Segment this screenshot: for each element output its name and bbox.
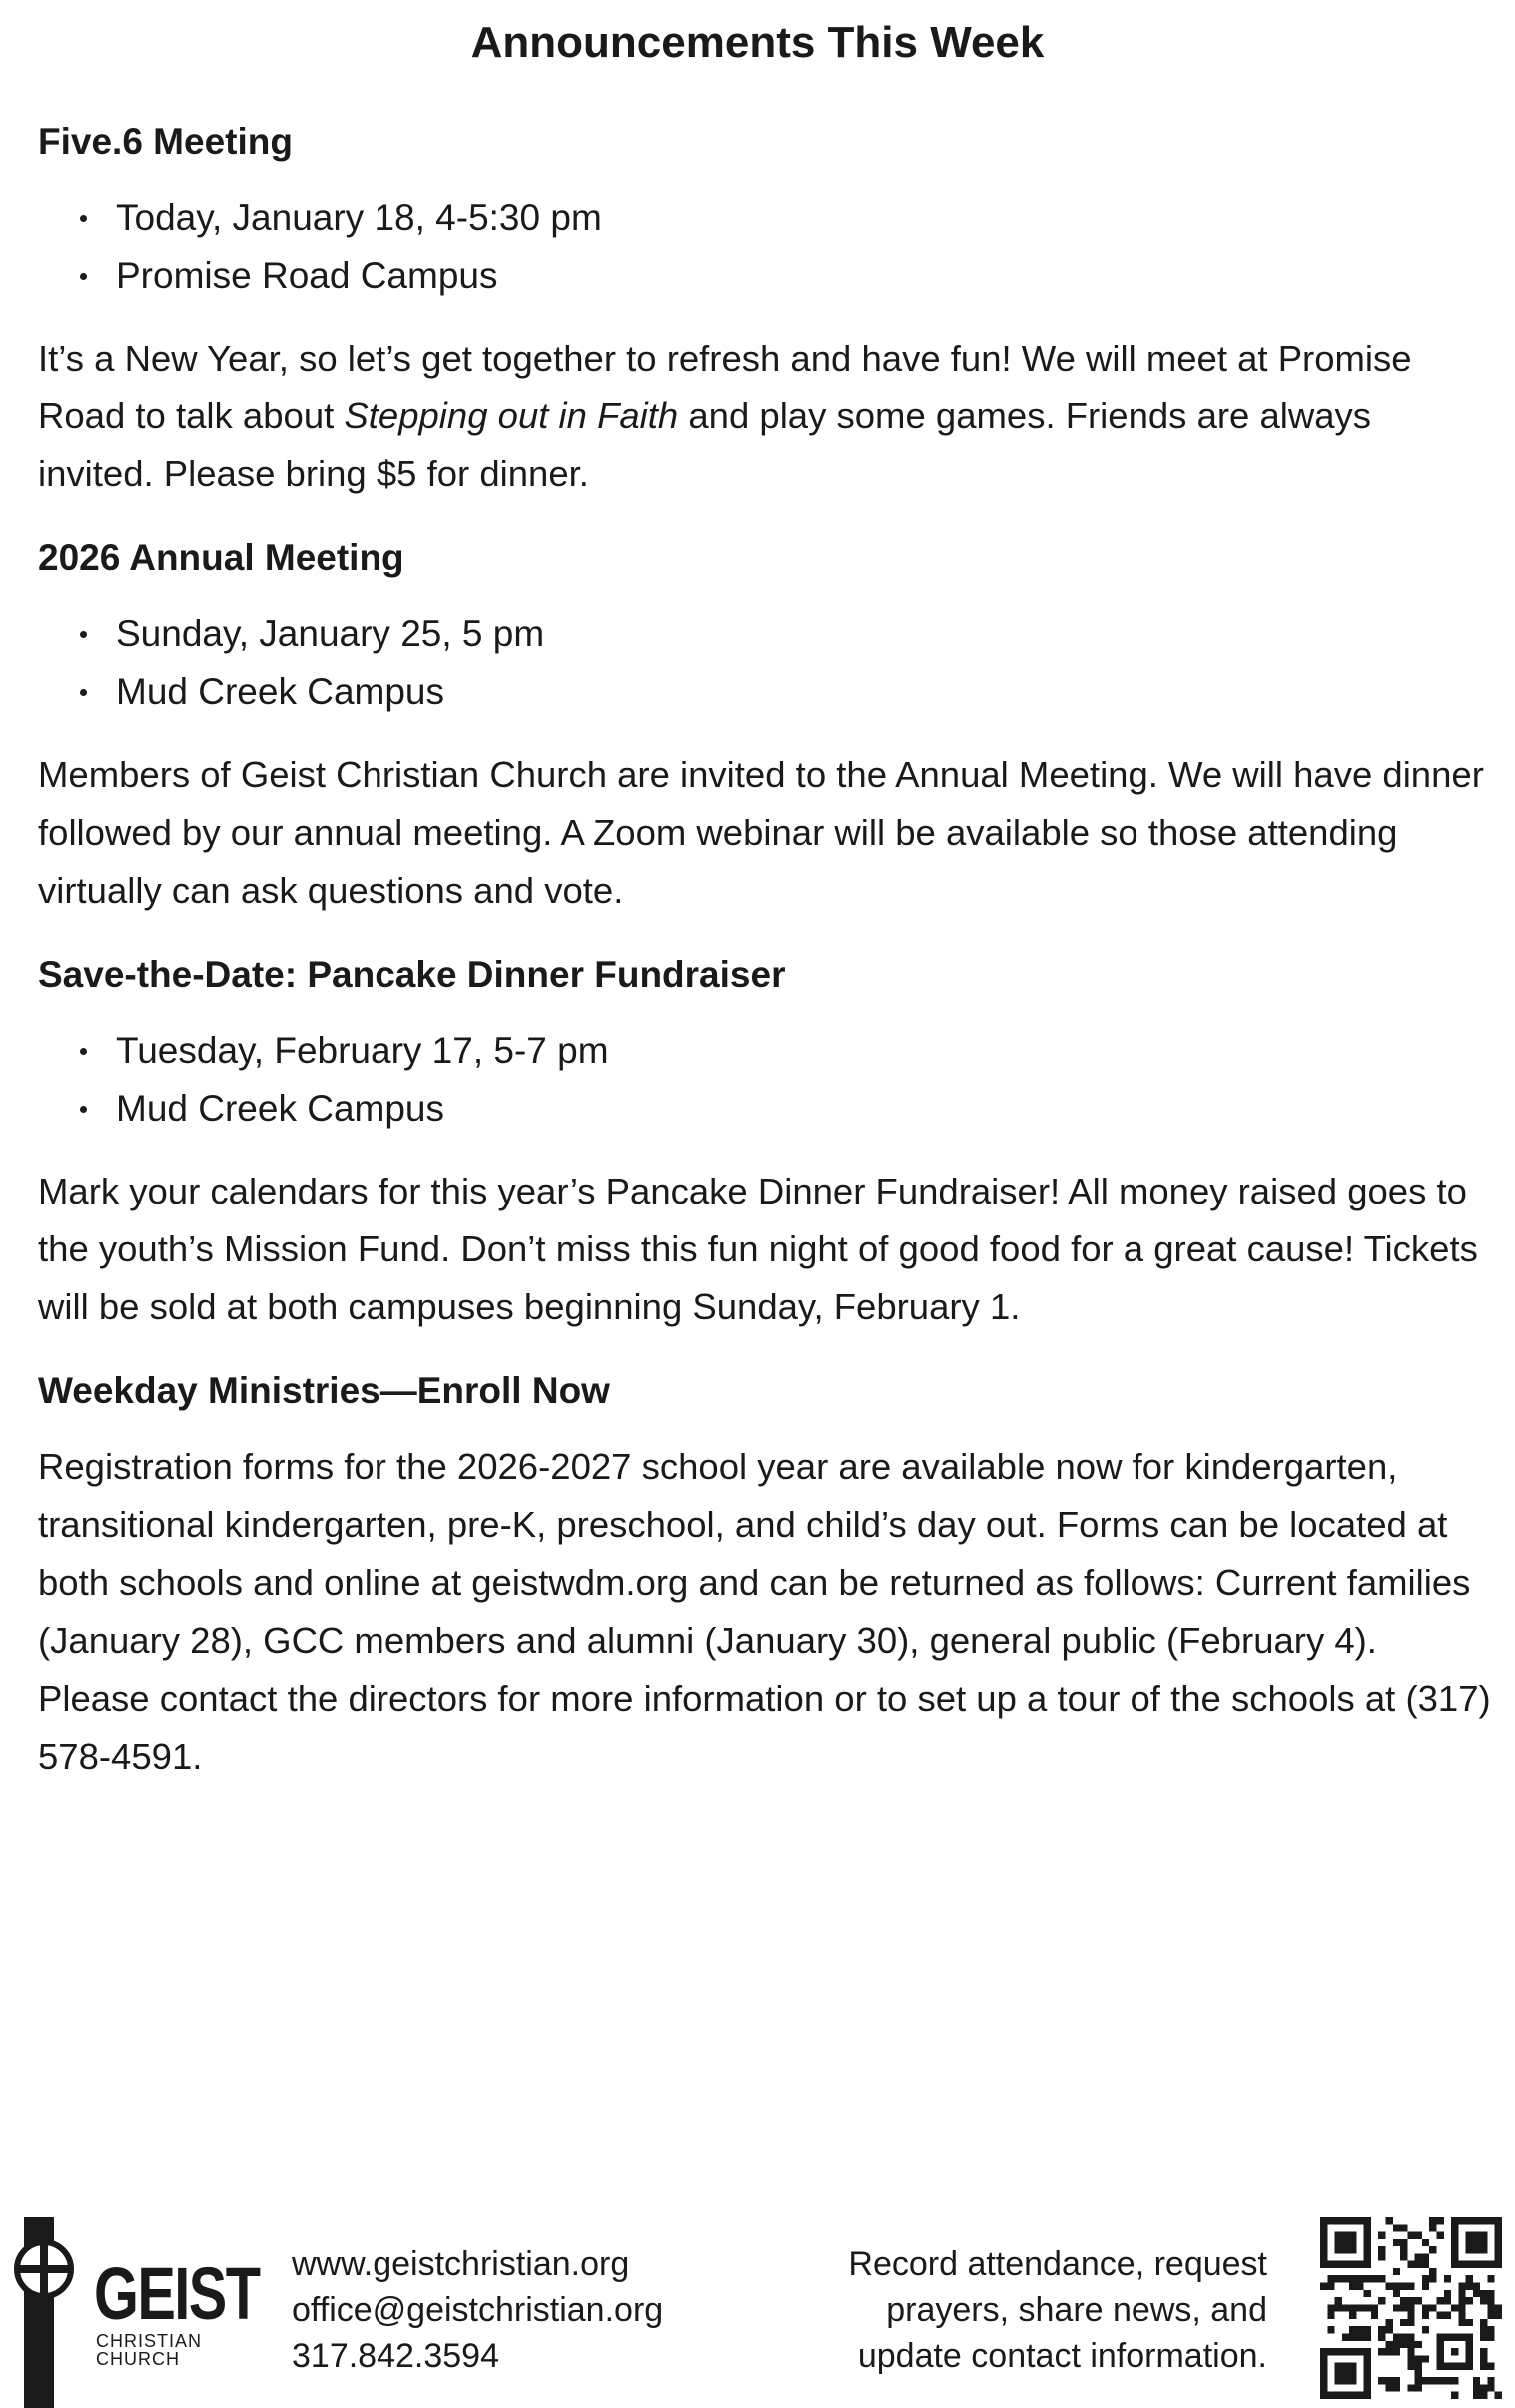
section-heading: Weekday Ministries—Enroll Now [38,1370,610,1411]
section-five6-meeting [38,118,1496,503]
bullet-icon [80,631,87,638]
detail-list [38,189,1496,305]
bullet-icon [80,689,87,696]
bullet-icon [80,1106,87,1113]
cross-ring [14,2239,74,2299]
section-heading: 2026 Annual Meeting [38,537,404,578]
section-annual-meeting [38,534,1496,920]
announcements-content [38,118,1496,1817]
bullet-icon [80,1048,87,1055]
page-title: Announcements This Week [470,18,1045,67]
list-item: Today, January 18, 4-5:30 pm [38,189,1496,247]
detail-list [38,605,1496,721]
section-body: It’s a New Year, so let’s get together to refresh and have fun! We will meet at Promise Road to talk about Stepping out in Faith and play some games. Friends are always invited. Please bring $5 for dinner. [38,338,1412,494]
phone-number: 317.842.3594 [292,2337,499,2375]
section-body: Mark your calendars for this year’s Pancake Dinner Fundraiser! All money raised goes to the youth’s Mission Fund. Don’t miss this fun night of good food for a great cause! Tickets will be sold at both campuses beginning Sunday, February 1. [38,1171,1478,1327]
list-item: Tuesday, February 17, 5-7 pm [38,1022,1496,1080]
list-item: Promise Road Campus [38,247,1496,305]
section-body: Registration forms for the 2026-2027 school year are available now for kindergarten, transitional kindergarten, pre-K, preschool, and child’s day out. Forms can be located at both schools and online at geistwdm.org and can be returned as follows: Current families (January 28), GCC members and alumni (January 30), general public (February 4). Please contact the directors for more information or to set up a tour of the schools at (317) 578-4591. [38,1446,1491,1777]
bullet-icon [80,273,87,280]
footer [0,2207,1515,2408]
contact-info [292,2241,663,2379]
list-item: Mud Creek Campus [38,1080,1496,1138]
book-title: Stepping out in Faith [344,396,679,436]
qr-description: Record attendance, request prayers, share news, and update contact information. [848,2245,1267,2375]
list-item: Sunday, January 25, 5 pm [38,605,1496,663]
logo-subline: CHRISTIAN CHURCH [96,2331,203,2369]
qr-code-icon[interactable] [1320,2217,1502,2399]
website-link[interactable]: www.geistchristian.org [292,2245,630,2283]
church-logo [0,2207,260,2408]
bullet-icon [80,215,87,222]
email-link[interactable]: office@geistchristian.org [292,2291,664,2329]
logo-wordmark: GEIST [94,2252,260,2335]
section-pancake-dinner [38,951,1496,1336]
section-heading: Save-the-Date: Pancake Dinner Fundraiser [38,954,786,995]
section-heading: Five.6 Meeting [38,121,293,162]
detail-list [38,1022,1496,1138]
section-body: Members of Geist Christian Church are invited to the Annual Meeting. We will have dinner followed by our annual meeting. A Zoom webinar will be available so those attending virtually can ask questions and vote. [38,754,1484,911]
list-item: Mud Creek Campus [38,663,1496,721]
section-weekday-ministries [38,1367,1496,1786]
